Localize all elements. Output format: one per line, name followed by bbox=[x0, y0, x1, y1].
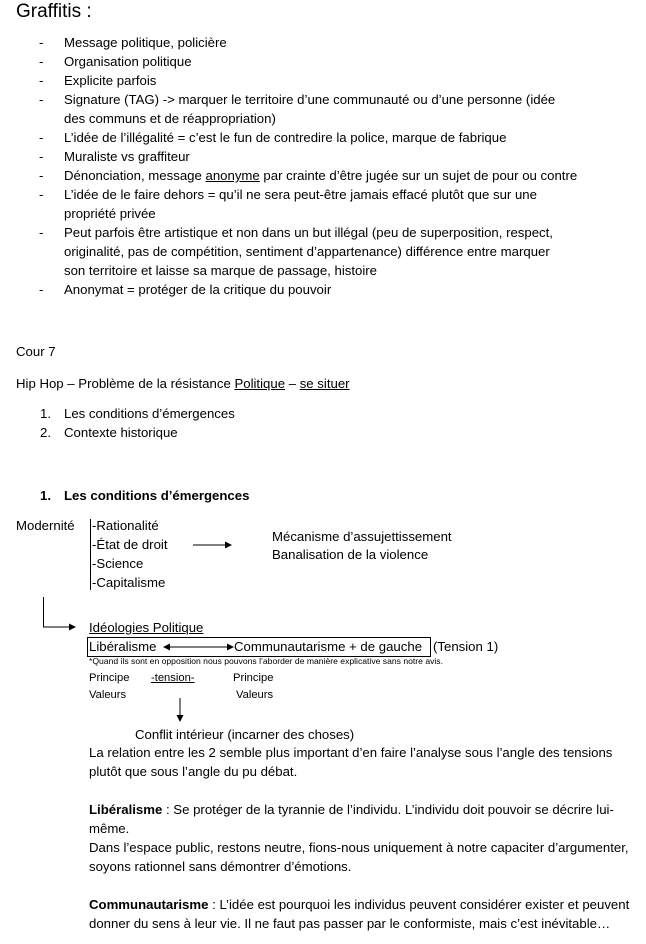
hiphop-situer: se situer bbox=[299, 376, 350, 391]
principe-left: Principe bbox=[89, 672, 130, 684]
communautarisme-line: : L’idée est pourquoi les individus peuvent considérer exister et peuvent bbox=[208, 897, 630, 912]
modernite-label: Modernité bbox=[16, 518, 75, 533]
numbered-item: Contexte historique bbox=[64, 425, 178, 440]
tension-middle: -tension- bbox=[151, 672, 195, 684]
page-title: Graffitis : bbox=[16, 1, 92, 22]
hiphop-text: Hip Hop – Problème de la résistance bbox=[16, 376, 235, 391]
section-heading: Les conditions d’émergences bbox=[64, 488, 250, 503]
hiphop-dash: – bbox=[285, 376, 300, 391]
modernite-item: -État de droit bbox=[92, 537, 168, 552]
bullet-marker: - bbox=[39, 54, 44, 69]
bullet-text-line: Signature (TAG) -> marquer le territoire d’une communauté ou d’une personne (idée bbox=[64, 92, 556, 107]
underlined-word: anonyme bbox=[205, 168, 260, 183]
bullet-text: Organisation politique bbox=[64, 54, 192, 69]
modernite-item: -Capitalisme bbox=[92, 575, 166, 590]
arrow-head-right bbox=[225, 542, 232, 549]
liberalisme-label: Libéralisme bbox=[89, 639, 157, 654]
modernite-item: -Rationalité bbox=[92, 518, 159, 533]
effect-item: Mécanisme d’assujettissement bbox=[272, 529, 452, 544]
course-label: Cour 7 bbox=[16, 344, 56, 359]
bullet-text: Explicite parfois bbox=[64, 73, 157, 88]
bullet-text: par crainte d’être jugée sur un sujet de pour ou contre bbox=[259, 168, 578, 183]
bullet-marker: - bbox=[39, 130, 44, 145]
bullet-text-line: L’idée de le faire dehors = qu’il ne sera peut-être jamais effacé plutôt que sur une bbox=[64, 187, 537, 202]
bullet-text-line: Peut parfois être artistique et non dans un but illégal (peu de superposition, respect, bbox=[64, 225, 553, 240]
relation-paragraph bbox=[89, 743, 646, 781]
tension-label: (Tension 1) bbox=[433, 639, 499, 654]
communautarisme-label: Communautarisme + de gauche bbox=[234, 639, 423, 654]
numbered-item: Les conditions d’émergences bbox=[64, 406, 235, 421]
liberalisme-line: soyons rationnel sans démontrer d’émotions. bbox=[89, 859, 352, 874]
bullet-text: L’idée de l’illégalité = c’est le fun de contredire la police, marque de fabrique bbox=[64, 130, 507, 145]
arrow-head-right bbox=[69, 624, 76, 631]
liberalisme-term: Libéralisme bbox=[89, 802, 163, 817]
liberalisme-line: : Se protéger de la tyrannie de l’individu. L’individu doit pouvoir se décrire lui- bbox=[162, 802, 614, 817]
bullet-marker: - bbox=[39, 282, 44, 297]
liberalisme-line: Dans l’espace public, restons neutre, fions-nous uniquement à notre capaciter d’argumenter, bbox=[89, 840, 629, 855]
bullet-marker: - bbox=[39, 92, 44, 107]
bullet-text: Muraliste vs graffiteur bbox=[64, 149, 190, 164]
relation-line: La relation entre les 2 semble plus important d’en faire l’analyse sous l’angle des tensions bbox=[89, 745, 613, 760]
communautarisme-paragraph bbox=[89, 895, 646, 933]
bullet-marker: - bbox=[39, 35, 44, 50]
section-number: 1. bbox=[40, 488, 51, 503]
effect-item: Banalisation de la violence bbox=[272, 547, 429, 562]
valeurs-left: Valeurs bbox=[89, 689, 127, 701]
arrow-head-down bbox=[177, 715, 184, 722]
bullet-marker: - bbox=[39, 168, 44, 183]
ideologies-note: *Quand ils sont en opposition nous pouvons l’aborder de manière explicative sans notre avis. bbox=[89, 656, 443, 666]
ideologies-title: Idéologies Politique bbox=[89, 620, 204, 635]
bullet-text: Anonymat = protéger de la critique du pouvoir bbox=[64, 282, 332, 297]
elbow-arrow-line bbox=[44, 597, 71, 627]
bullet-text-line: son territoire et laisse sa marque de passage, histoire bbox=[64, 263, 377, 278]
hiphop-politique: Politique bbox=[234, 376, 286, 391]
liberalisme-paragraph bbox=[89, 800, 646, 876]
bullet-marker: - bbox=[39, 73, 44, 88]
relation-line: plutôt que sous l’angle du pu débat. bbox=[89, 764, 298, 779]
communautarisme-line: donner du sens à leur vie. Il ne faut pas passer par le conformiste, mais c’est inévitable… bbox=[89, 916, 611, 931]
numbered-marker: 1. bbox=[40, 406, 51, 421]
communautarisme-term: Communautarisme bbox=[89, 897, 209, 912]
modernite-item: -Science bbox=[92, 556, 144, 571]
bullet-marker: - bbox=[39, 225, 44, 240]
principe-right: Principe bbox=[233, 672, 274, 684]
bullet-marker: - bbox=[39, 149, 44, 164]
bullet-text: Dénonciation, message bbox=[64, 168, 206, 183]
bullet-text-line: originalité, pas de compétition, sentiment d’appartenance) différence entre marquer bbox=[64, 244, 550, 259]
bullet-text-line: propriété privée bbox=[64, 206, 156, 221]
numbered-marker: 2. bbox=[40, 425, 51, 440]
bullet-marker: - bbox=[39, 187, 44, 202]
liberalisme-line: même. bbox=[89, 821, 130, 836]
bullet-text-line: des communs et de réappropriation) bbox=[64, 111, 276, 126]
valeurs-right: Valeurs bbox=[236, 689, 274, 701]
bullet-text: Message politique, policière bbox=[64, 35, 227, 50]
conflit-label: Conflit intérieur (incarner des choses) bbox=[135, 727, 355, 742]
